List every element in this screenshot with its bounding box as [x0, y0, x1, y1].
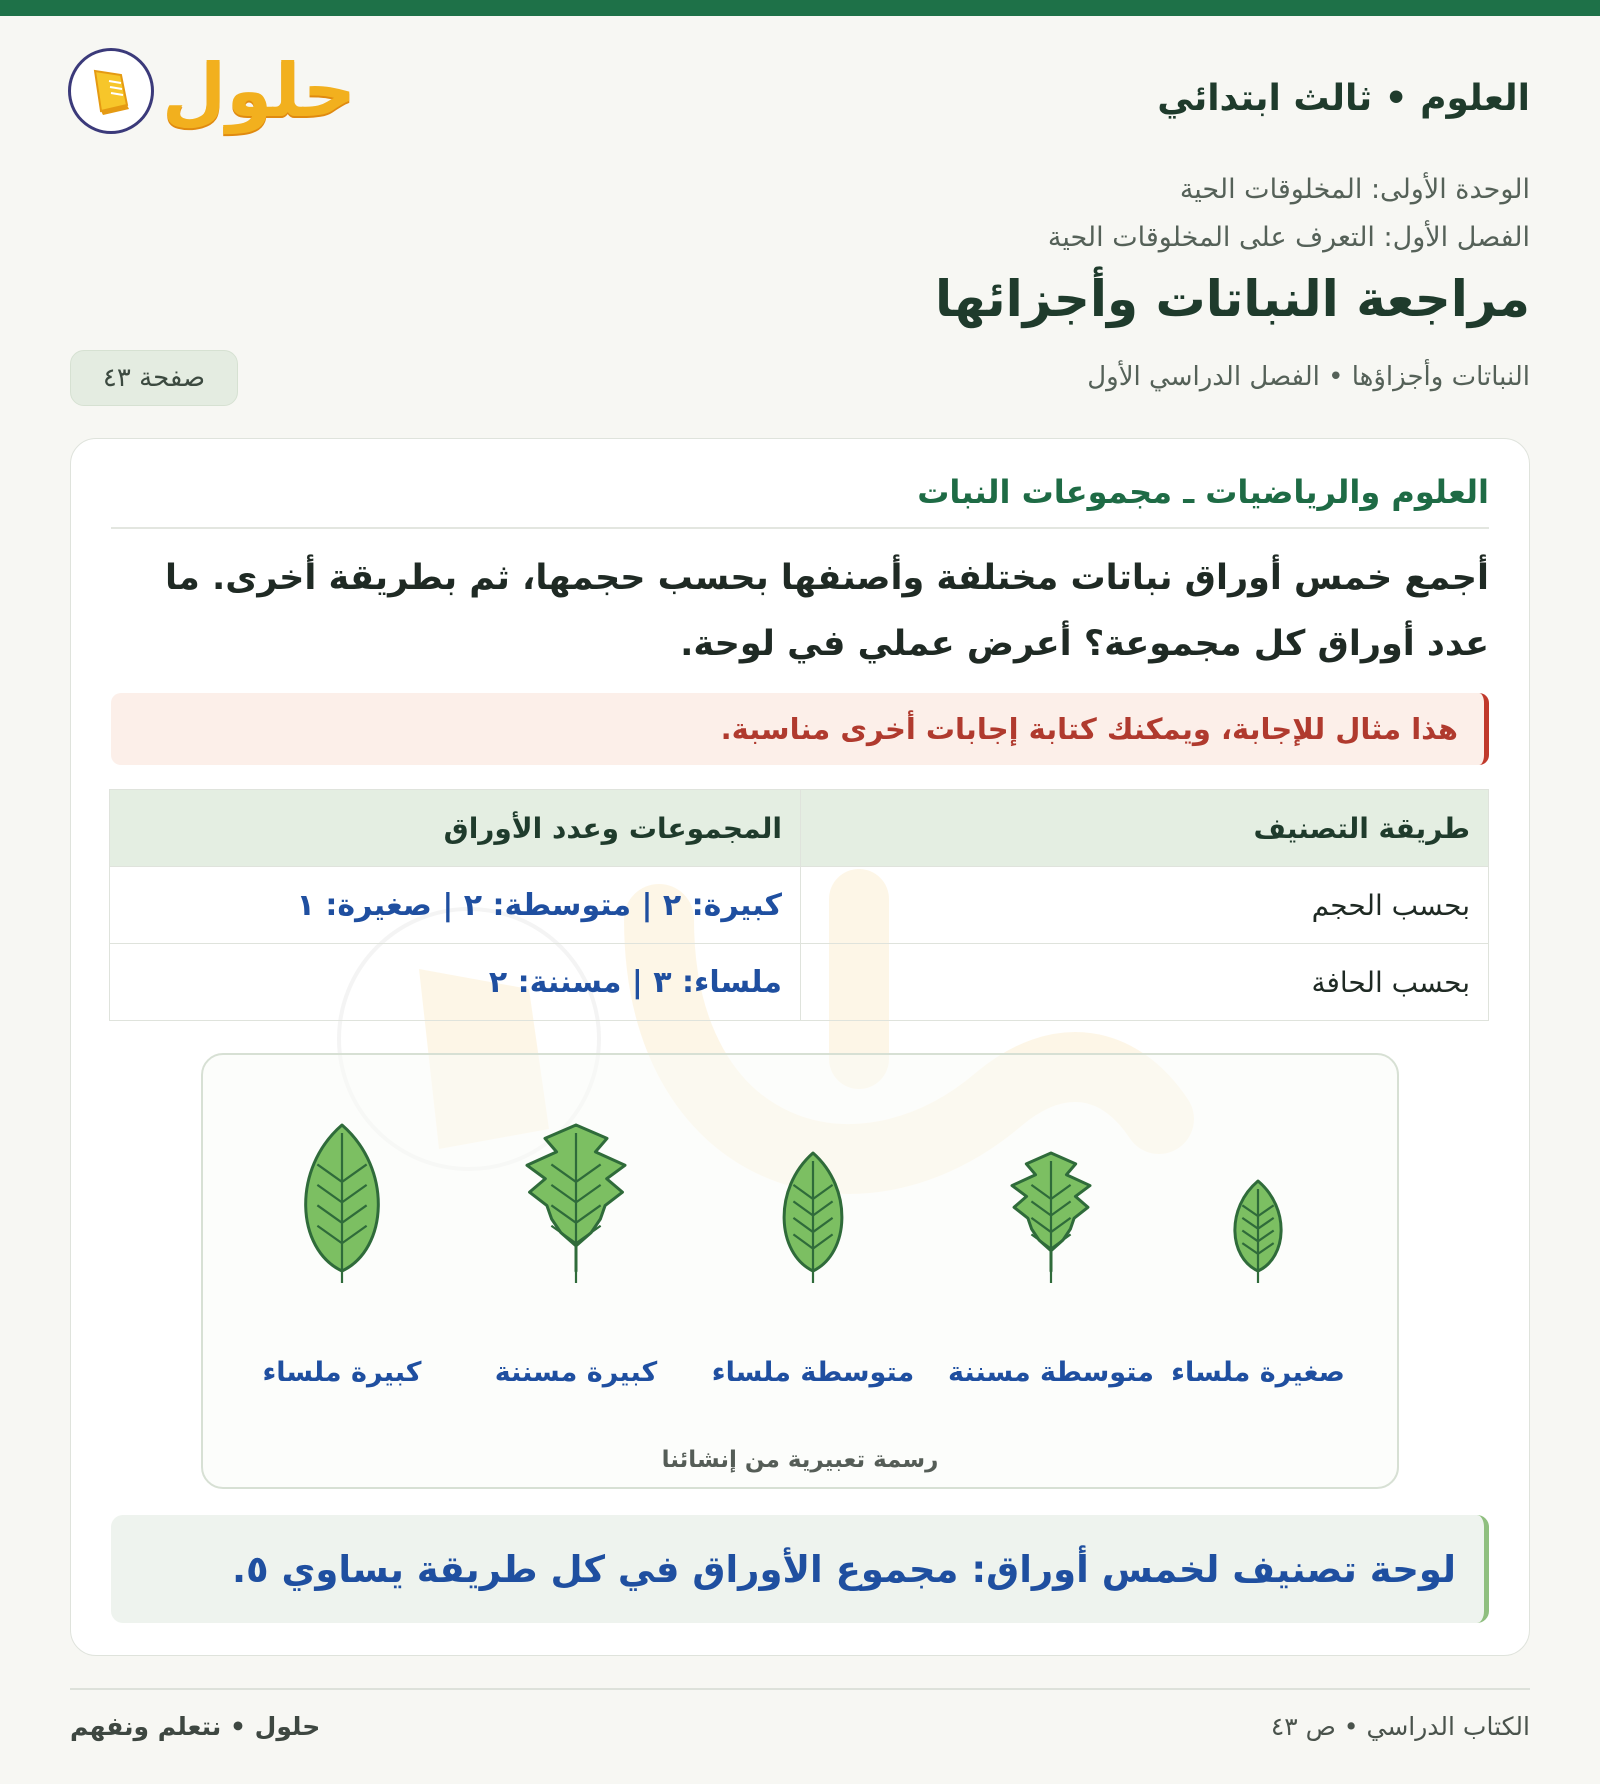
- breadcrumb-unit: الوحدة الأولى: المخلوقات الحية: [1179, 174, 1530, 205]
- table-header-method: طريقة التصنيف: [801, 790, 1489, 867]
- illustration-caption: رسمة تعبيرية من إنشائنا: [661, 1447, 939, 1473]
- table-cell-groups: ملساء: ٣ | مسننة: ٢: [110, 944, 801, 1021]
- leaf-label: صغيرة ملساء: [1171, 1357, 1345, 1388]
- leaf-label: كبيرة ملساء: [262, 1357, 422, 1388]
- table-header-groups: المجموعات وعدد الأوراق: [110, 790, 801, 867]
- question-text: أجمع خمس أوراق نباتات مختلفة وأصنفها بحسب حجمها، ثم بطريقة أخرى. ما عدد أوراق كل مجموعة؟ أعرض عملي في لوحة.: [164, 558, 1489, 664]
- table-cell-method: بحسب الحافة: [801, 944, 1489, 1021]
- leaf-icon: [1235, 1181, 1281, 1283]
- summary-answer: لوحة تصنيف لخمس أوراق: مجموع الأوراق في كل طريقة يساوي ٥.: [111, 1515, 1489, 1623]
- book-icon: [68, 48, 154, 134]
- answer-note: هذا مثال للإجابة، ويمكنك كتابة إجابات أخرى مناسبة.: [111, 693, 1489, 765]
- hulul-logo[interactable]: [68, 48, 356, 134]
- table-header-row: [110, 790, 1489, 867]
- lesson-meta: النباتات وأجزاؤها • الفصل الدراسي الأول: [1087, 362, 1530, 392]
- leaf-icon: [784, 1153, 842, 1283]
- classification-table: [109, 789, 1489, 1021]
- leaf-icon: [1012, 1153, 1090, 1283]
- leaf-label: كبيرة مسننة: [494, 1357, 658, 1388]
- top-accent-bar: [0, 0, 1600, 16]
- leaves-drawing: [203, 1055, 1401, 1355]
- leaf-label: متوسطة مسننة: [948, 1357, 1154, 1388]
- table-cell-groups: كبيرة: ٢ | متوسطة: ٢ | صغيرة: ١: [110, 867, 801, 944]
- leaves-illustration: [201, 1053, 1399, 1489]
- table-cell-method: بحسب الحجم: [801, 867, 1489, 944]
- page-title: مراجعة النباتات وأجزائها: [935, 270, 1530, 328]
- footer-book-page: الكتاب الدراسي • ص ٤٣: [1270, 1712, 1530, 1741]
- table-row: [110, 944, 1489, 1021]
- exercise-card: [70, 438, 1530, 1656]
- subject-grade-title: العلوم • ثالث ابتدائي: [1157, 78, 1530, 119]
- leaf-label: متوسطة ملساء: [711, 1357, 915, 1388]
- footer-divider: [70, 1688, 1530, 1690]
- logo-wordmark: حلول: [162, 48, 357, 134]
- section-title: العلوم والرياضيات ـ مجموعات النبات: [111, 473, 1489, 529]
- breadcrumb-chapter: الفصل الأول: التعرف على المخلوقات الحية: [1047, 222, 1530, 253]
- table-row: [110, 867, 1489, 944]
- page-number-badge: صفحة ٤٣: [70, 350, 238, 406]
- leaf-icon: [306, 1125, 379, 1283]
- footer-brand: حلول • نتعلم ونفهم: [70, 1712, 321, 1741]
- leaf-icon: [527, 1125, 625, 1283]
